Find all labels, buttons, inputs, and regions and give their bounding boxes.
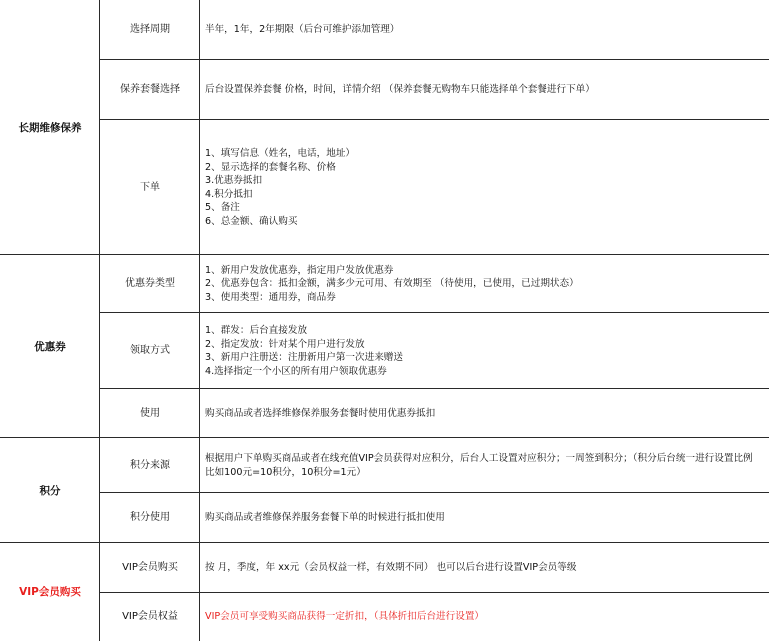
grid-line xyxy=(99,0,100,641)
grid-line xyxy=(100,492,769,493)
item-coupon-use: 使用 xyxy=(140,407,160,419)
desc-line: 购买商品或者维修保养服务套餐下单的时候进行抵扣使用 xyxy=(205,512,445,524)
desc-line: 1、新用户发放优惠券，指定用户发放优惠券 xyxy=(205,264,394,276)
desc-line: 半年，1年，2年期限（后台可维护添加管理） xyxy=(205,24,400,36)
desc-line: 2、优惠券包含：抵扣金额，满多少元可用、有效期至 （待使用，已使用，已过期状态） xyxy=(205,278,579,290)
desc-points-use xyxy=(200,493,769,543)
desc-line: 购买商品或者选择维修保养服务套餐时使用优惠券抵扣 xyxy=(205,407,436,419)
item-claim-method: 领取方式 xyxy=(130,345,170,356)
item-place-order: 下单 xyxy=(140,181,160,193)
desc-line: 3、使用类型：通用券，商品券 xyxy=(205,291,336,303)
item-package-select: 保养套餐选择 xyxy=(120,84,180,95)
desc-line: 2、显示选择的套餐名称、价格 xyxy=(205,161,336,173)
desc-line: 3、新用户注册送：注册新用户第一次进来赠送 xyxy=(205,352,403,363)
desc-line: 1、填写信息（姓名，电话，地址） xyxy=(205,148,356,159)
grid-line xyxy=(100,119,769,120)
item-select-period: 选择周期 xyxy=(130,24,170,35)
item-points-source: 积分来源 xyxy=(130,459,170,471)
desc-line: 4.积分抵扣 xyxy=(205,188,253,200)
desc-line: 1、群发：后台直接发放 xyxy=(205,325,308,336)
desc-line: 按 月，季度，年 xx元（会员权益一样，有效期不同） 也可以后台进行设置VIP会员等级 xyxy=(205,562,577,574)
grid-line xyxy=(0,254,769,255)
desc-vip-benefits xyxy=(200,593,769,641)
grid-line xyxy=(0,437,769,438)
desc-line: 5、备注 xyxy=(205,202,240,213)
category-long-term-maintenance: 长期维修保养 xyxy=(18,121,82,134)
item-vip-purchase: VIP会员购买 xyxy=(122,562,178,573)
desc-line: VIP会员可享受购买商品获得一定折扣，（具体折扣后台进行设置） xyxy=(205,611,485,623)
desc-points-source xyxy=(200,438,769,493)
desc-line: 6、总金额、确认购买 xyxy=(205,215,298,227)
desc-claim-method xyxy=(200,313,769,389)
desc-place-order xyxy=(200,120,769,255)
desc-line: 3.优惠券抵扣 xyxy=(205,175,263,186)
item-coupon-type: 优惠券类型 xyxy=(125,278,175,289)
desc-line: 根据用户下单购买商品或者在线充值VIP会员获得对应积分，后台人工设置对应积分；一周签到积分；（积分后台统一进行设置比例 比如100元=10积分，10积分=1元） xyxy=(205,453,753,478)
desc-vip-purchase xyxy=(200,543,769,593)
category-vip-purchase: VIP会员购买 xyxy=(19,586,81,598)
desc-line: 后台设置保养套餐 价格，时间，详情介绍 （保养套餐无购物车只能选择单个套餐进行下单） xyxy=(205,84,595,96)
item-points-use: 积分使用 xyxy=(130,512,170,523)
desc-line: 2、指定发放：针对某个用户进行发放 xyxy=(205,338,365,350)
item-vip-benefits: VIP会员权益 xyxy=(122,611,178,622)
desc-line: 4.选择指定一个小区的所有用户领取优惠券 xyxy=(205,365,387,377)
grid-line xyxy=(100,59,769,60)
grid-line xyxy=(0,542,769,543)
category-coupon: 优惠券 xyxy=(34,340,66,353)
grid-line xyxy=(100,388,769,389)
desc-coupon-type xyxy=(200,255,769,313)
desc-package-select xyxy=(200,60,769,120)
desc-select-period xyxy=(200,0,769,60)
category-points: 积分 xyxy=(39,484,61,497)
grid-line xyxy=(100,592,769,593)
grid-line xyxy=(199,0,200,641)
grid-line xyxy=(100,312,769,313)
desc-coupon-use xyxy=(200,389,769,438)
